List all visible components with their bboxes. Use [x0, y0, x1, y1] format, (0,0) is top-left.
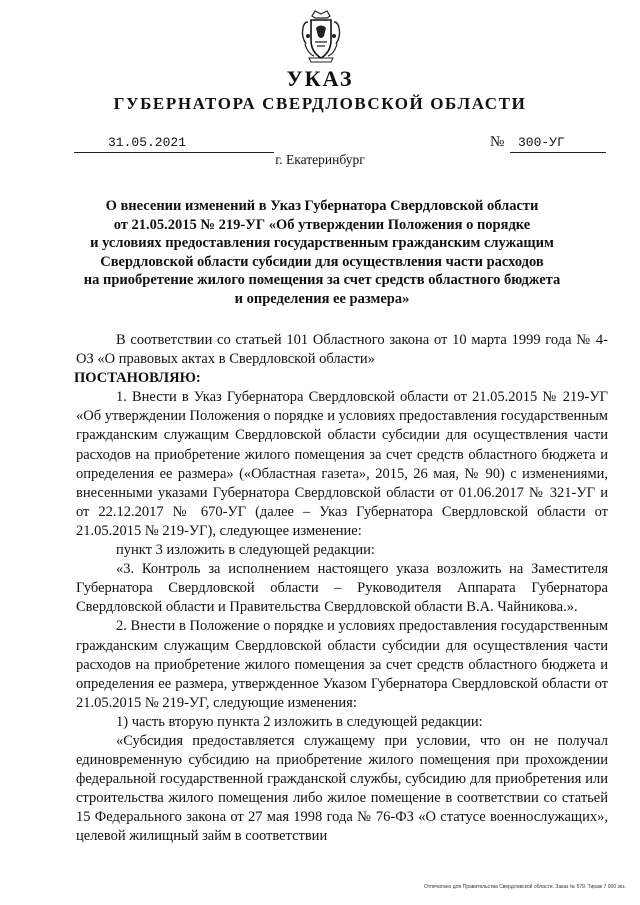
heading-line: и условиях предоставления государственным гражданским служащим [90, 235, 554, 252]
item-1-sub: пункт 3 изложить в следующей редакции: [116, 542, 375, 559]
decree-heading [60, 197, 584, 309]
number-label: № [490, 134, 505, 150]
heading-line: Свердловской области субсидии для осуществления части расходов [100, 253, 544, 270]
heading-line: О внесении изменений в Указ Губернатора Свердловской области [105, 198, 539, 214]
heading-line: на приобретение жилого помещения за счет средств областного бюджета [83, 272, 561, 289]
number-field [510, 136, 606, 153]
document-title: УКАЗ [286, 66, 354, 91]
preamble: В соответствии со статьей 101 Областного закона от 10 марта 1999 года № 4-ОЗ «О правовых актах в Свердловской области» [76, 332, 608, 368]
item-2-sub: 1) часть вторую пункта 2 изложить в следующей редакции: [116, 713, 483, 730]
document-subtitle: ГУБЕРНАТОРА СВЕРДЛОВСКОЙ ОБЛАСТИ [113, 94, 527, 113]
print-note: Отпечатано для Правительства Свердловской области. Заказ № 579. Тираж 7 000 экз. [424, 884, 626, 890]
document-number: 300-УГ [518, 135, 565, 150]
decree-body [76, 331, 608, 847]
sverdlovsk-coat-of-arms-icon [300, 10, 342, 64]
item-1-quote: «3. Контроль за исполнением настоящего указа возложить на Заместителя Губернатора Свердловской области – Руководителя Аппарата Губернатора Свердловской области и Правительства Свердловской области В.А. Чайникова.». [76, 561, 608, 616]
date-field [74, 136, 274, 153]
item-2: 2. Внести в Положение о порядке и условиях предоставления государственным гражданским служащим Свердловской области субсидии для осуществления части расходов на приобретение жилого помещения за счет средств областного бюджета и определения ее размера, утвержденное Указом Губернатора Свердловской области от 21.05.2015 № 219-УГ, следующие изменения: [76, 618, 608, 711]
item-1: 1. Внести в Указ Губернатора Свердловской области от 21.05.2015 № 219-УГ «Об утверждении Положения о порядке и условиях предоставления государственным гражданским служащим Свердловской области субсидии для осуществления части расходов на приобретение жилого помещения за счет средств областного бюджета и определения ее размера» («Областная газета», 2015, 26 мая, № 90) с изменениями, внесенными указами Губернатора Свердловской области от 01.06.2017 № 321-УГ и от 22.12.2017 № 670-УГ (далее – Указ Губернатора Свердловской области от 21.05.2015 № 219-УГ), следующее изменение: [76, 389, 608, 539]
decree-word: ПОСТАНОВЛЯЮ: [74, 370, 201, 387]
city: г. Екатеринбург [275, 152, 365, 167]
heading-line: и определения ее размера» [234, 290, 410, 307]
item-2-quote: «Субсидия предоставляется служащему при условии, что он не получал единовременную субсидию на приобретение жилого помещения при прохождении федеральной государственной гражданской службы, субсидию для приобретения или строительства жилого помещения либо жилое помещение в соответствии со статьей 15 Федерального закона от 27 мая 1998 года № 76-ФЗ «О статусе военнослужащих», целевой жилищный займ в соответствии [76, 732, 608, 845]
heading-line: от 21.05.2015 № 219-УГ «Об утверждении Положения о порядке [113, 216, 531, 233]
document-date: 31.05.2021 [108, 135, 187, 150]
